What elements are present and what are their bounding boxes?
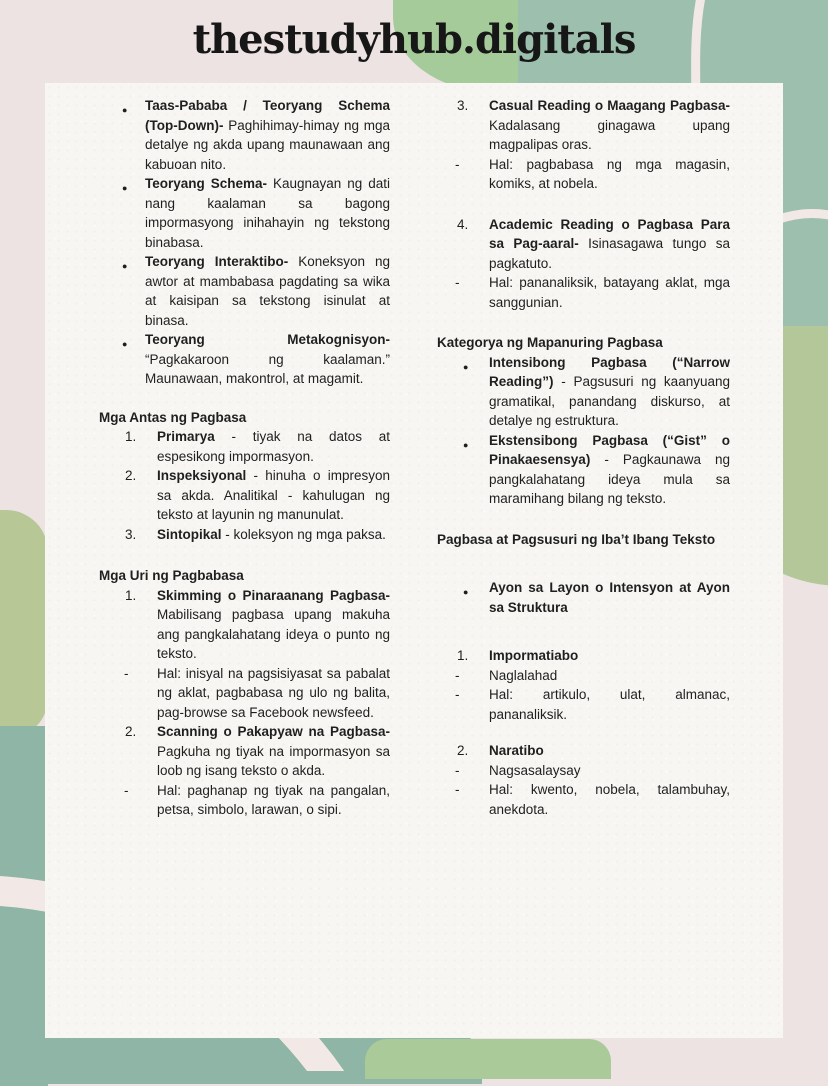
number-marker: 4. (457, 216, 469, 232)
list-item: ● Teoryang Metakognisyon- “Pagkakaroon ng kaalaman.” Maunawaan, makontrol, at magamit. (122, 332, 390, 386)
list-item: ● Teoryang Interaktibo- Koneksyon ng awtor at mambabasa pagdating sa wika at kaisipan sa tekstong isinulat at binasa. (122, 254, 390, 328)
list-item: ● Taas-Pababa / Teoryang Schema (Top-Down)- Paghihimay-himay ng mga detalye ng akda upang maunawaan ang kabuoan nito. (122, 98, 390, 172)
number-marker: 1. (125, 429, 137, 444)
dash-marker: - (455, 667, 460, 683)
list-item: - Hal: kwento, nobela, talambuhay, anekdota. (455, 782, 730, 817)
brand-title: thestudyhub.digitals (192, 16, 636, 63)
list-item: ● Ayon sa Layon o Intensyon at Ayon sa Struktura (463, 580, 730, 615)
list-item: ● Teoryang Schema- Kaugnayan ng dati nang kaalaman sa bagong impormasyong inihahayin ng tekstong binabasa. (122, 176, 390, 250)
bullet-icon: ● (122, 183, 128, 193)
dash-marker: - (455, 275, 460, 290)
bullet-icon: ● (463, 361, 469, 372)
bullet-icon: ● (463, 587, 469, 597)
section-heading: Mga Uri ng Pagbabasa (99, 568, 244, 583)
dash-marker: - (124, 665, 129, 681)
list-item: 2. Scanning o Pakapyaw na Pagbasa- Pagkuha ng tiyak na impormasyon sa loob ng isang teksto o akda. (125, 724, 390, 778)
number-marker: 1. (457, 648, 469, 663)
section-heading: Pagbasa at Pagsusuri ng Iba’t Ibang Teksto (437, 531, 716, 547)
dash-marker: - (455, 762, 460, 778)
list-item: 2. Naratibo (437, 741, 730, 761)
bullet-icon: ● (463, 439, 469, 450)
list-item: - Hal: artikulo, ulat, almanac, pananaliksik. (455, 687, 730, 722)
mint-bottom-shape (365, 1039, 611, 1079)
list-item: ● Intensibong Pagbasa (“Narrow Reading”) - Pagsusuri ng kaanyuang gramatikal, panandang diskurso, at detalye ng estruktura. (463, 354, 730, 428)
section-heading: Kategorya ng Mapanuring Pagbasa (437, 335, 663, 350)
section-heading: Mga Antas ng Pagbasa (99, 409, 247, 425)
number-marker: 3. (125, 526, 137, 542)
right-column (437, 96, 730, 819)
list-item: 1. Impormatiabo (437, 646, 730, 666)
bullet-icon: ● (122, 339, 128, 349)
list-item: - Hal: pananaliksik, batayang aklat, mga sanggunian. (455, 275, 730, 310)
list-item: - Hal: inisyal na pagsisiyasat sa pabalat ng aklat, pagbabasa ng ulo ng balita, pag-browse sa Facebook newsfeed. (124, 665, 390, 720)
left-column (99, 96, 390, 820)
list-item: - Naglalahad (437, 666, 730, 686)
dash-marker: - (455, 782, 460, 797)
list-item: - Hal: pagbabasa ng mga magasin, komiks, at nobela. (455, 156, 730, 191)
list-item: - Hal: paghanap ng tiyak na pangalan, petsa, simbolo, larawan, o sipi. (124, 782, 390, 817)
dash-marker: - (455, 156, 460, 172)
list-item: 2. Inspeksiyonal - hinuha o impresyon sa akda. Analitikal - kahulugan ng teksto at layunin ng manunulat. (125, 468, 390, 522)
list-item: 1. Skimming o Pinaraanang Pagbasa- Mabilisang pagbasa upang makuha ang pangkalahatang ideya o punto ng teksto. (125, 587, 390, 661)
number-marker: 3. (457, 98, 469, 113)
number-marker: 1. (125, 587, 137, 603)
list-item: - Nagsasalaysay (437, 761, 730, 781)
list-item: 3. Casual Reading o Maagang Pagbasa- Kadalasang ginagawa upang magpalipas oras. (457, 98, 730, 152)
list-item: ● Ekstensibong Pagbasa (“Gist” o Pinakaesensya) - Pagkaunawa ng pangkalahatang ideya mula sa maramihang bilang ng teksto. (463, 432, 730, 506)
list-item: 4. Academic Reading o Pagbasa Para sa Pag-aaral- Isinasagawa tungo sa pagkatuto. (457, 216, 731, 271)
list-item: 3. Sintopikal - koleksyon ng mga paksa. (99, 525, 390, 545)
olive-left-shape (0, 510, 48, 738)
dash-marker: - (455, 687, 460, 702)
list-item: 1. Primarya - tiyak na datos at espesikong impormasyon. (125, 429, 390, 464)
bullet-icon: ● (122, 105, 128, 115)
notes-page (45, 83, 783, 1038)
dash-marker: - (124, 782, 129, 798)
number-marker: 2. (457, 743, 469, 758)
number-marker: 2. (125, 468, 137, 483)
number-marker: 2. (125, 724, 137, 739)
bullet-icon: ● (122, 261, 128, 271)
